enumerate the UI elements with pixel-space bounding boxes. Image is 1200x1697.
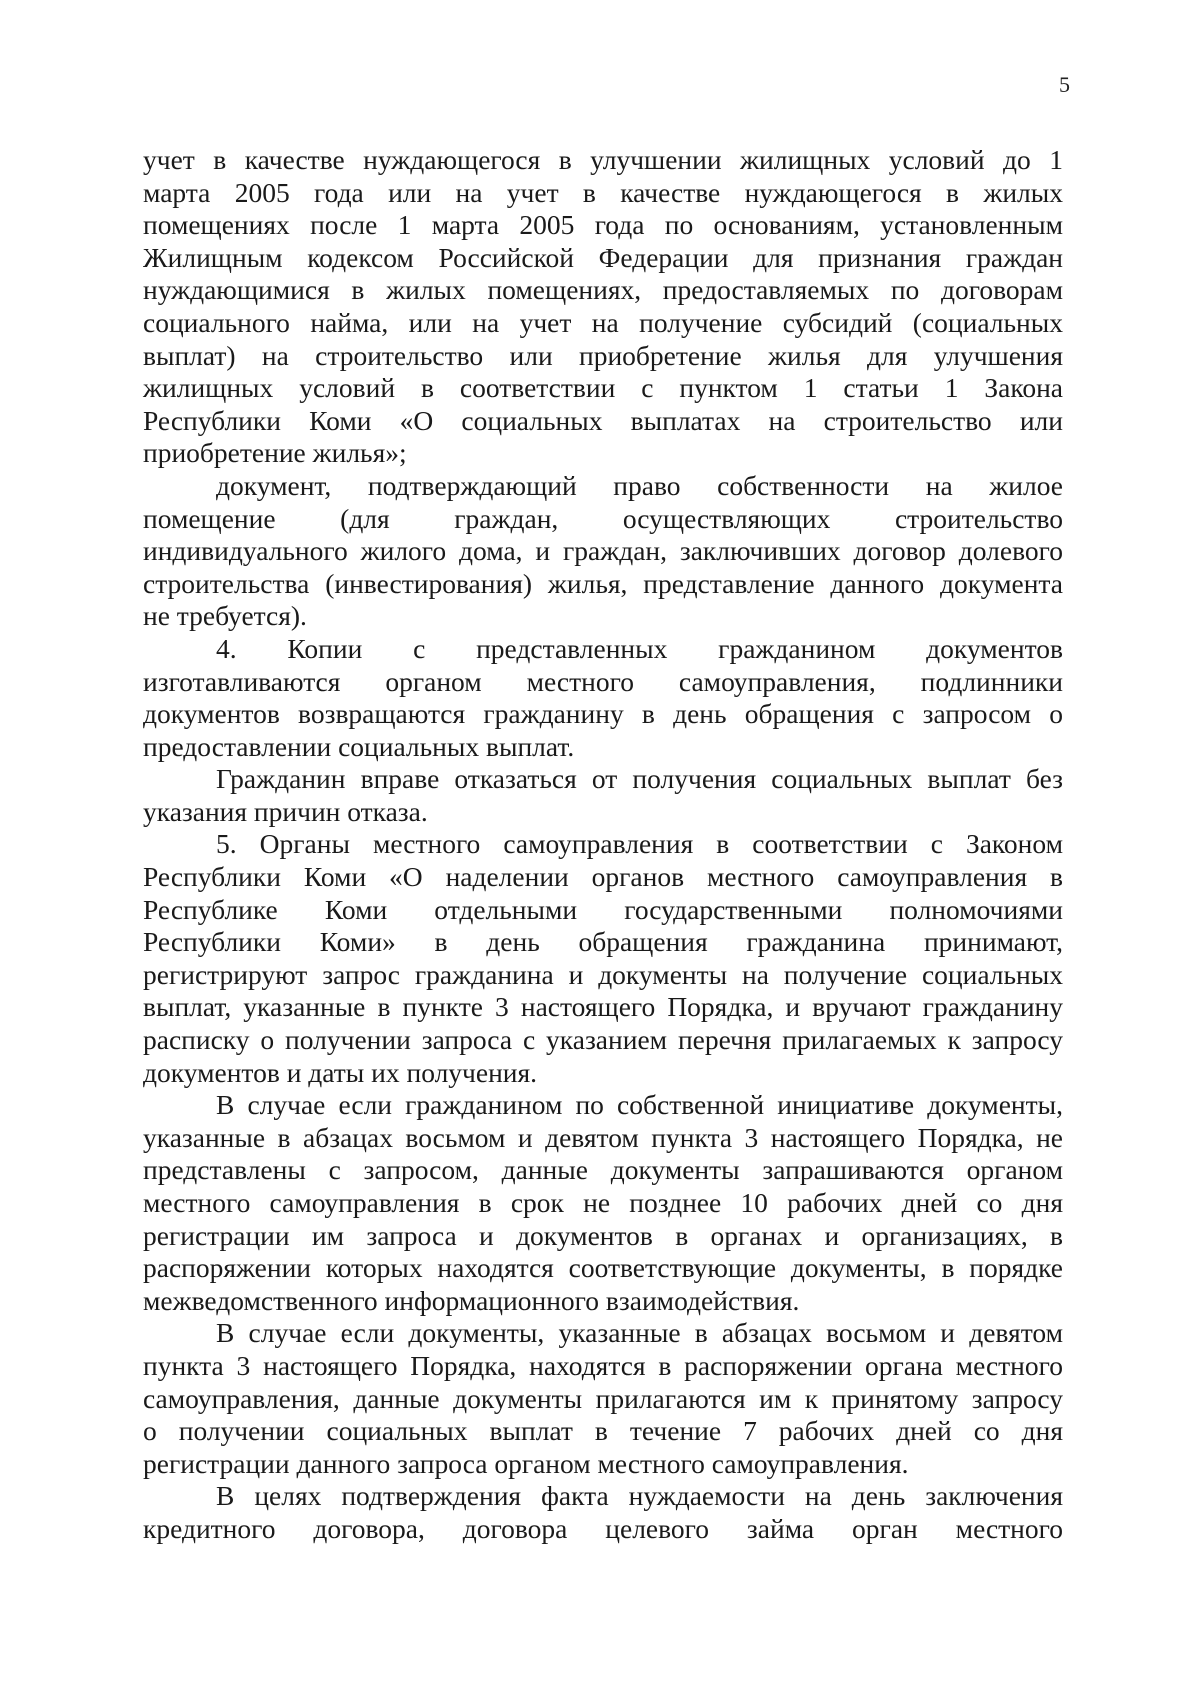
text-line: регистрируют запрос гражданина и документы на получение социальных — [143, 958, 1063, 990]
text-line: учет в качестве нуждающегося в улучшении жилищных условий до 1 — [143, 144, 1063, 175]
text-line: строительства (инвестирования) жилья, представление данного документа — [143, 567, 1063, 599]
text-line: выплат) на строительство или приобретение жилья для улучшения — [143, 339, 1063, 371]
text-line: регистрации им запроса и документов в органах и организациях, в — [143, 1219, 1063, 1251]
text-line: пункта 3 настоящего Порядка, находятся в распоряжении органа местного — [143, 1349, 1063, 1381]
page-number: 5 — [1059, 72, 1070, 97]
text-line: В случае если документы, указанные в абзацах восьмом и девятом — [216, 1317, 1063, 1349]
text-line: помещениях после 1 марта 2005 года по основаниям, установленным — [143, 209, 1063, 241]
text-line: местного самоуправления в срок не позднее 10 рабочих дней со дня — [143, 1187, 1063, 1218]
text-line: не требуется). — [143, 600, 307, 632]
text-line: 4. Копии с представленных гражданином документов — [216, 632, 1063, 664]
text-line: кредитного договора, договора целевого займа орган местного — [143, 1512, 1063, 1544]
text-line: указания причин отказа. — [143, 795, 428, 827]
text-line: нуждающимися в жилых помещениях, предоставляемых по договорам — [143, 274, 1063, 306]
text-line: указанные в абзацах восьмом и девятом пункта 3 настоящего Порядка, не — [143, 1121, 1063, 1153]
text-line: социального найма, или на учет на получение субсидий (социальных — [143, 306, 1063, 338]
text-line: помещение (для граждан, осуществляющих строительство — [143, 502, 1063, 534]
text-line: представлены с запросом, данные документы запрашиваются органом — [143, 1154, 1063, 1186]
text-line: Гражданин вправе отказаться от получения социальных выплат без — [216, 763, 1063, 795]
text-line: 5. Органы местного самоуправления в соответствии с Законом — [216, 828, 1063, 860]
text-line: Республики Коми «О наделении органов местного самоуправления в — [143, 861, 1063, 893]
text-line: Республики Коми «О социальных выплатах на строительство или — [143, 404, 1063, 436]
text-line: документов возвращаются гражданину в день обращения с запросом о — [143, 698, 1063, 730]
text-line: регистрации данного запроса органом местного самоуправления. — [143, 1447, 909, 1479]
text-line: Республике Коми отдельными государственными полномочиями — [143, 893, 1063, 925]
text-line: документов и даты их получения. — [143, 1056, 538, 1088]
text-line: В целях подтверждения факта нуждаемости на день заключения — [216, 1480, 1063, 1512]
text-line: расписку о получении запроса с указанием перечня прилагаемых к запросу — [143, 1024, 1063, 1056]
text-line: самоуправления, данные документы прилагаются им к принятому запросу — [143, 1382, 1063, 1414]
text-line: предоставлении социальных выплат. — [143, 730, 575, 762]
text-line: распоряжении которых находятся соответствующие документы, в порядке — [143, 1252, 1063, 1284]
text-line: Республики Коми» в день обращения гражданина принимают, — [143, 926, 1063, 958]
text-line: межведомственного информационного взаимодействия. — [143, 1284, 800, 1316]
text-line: жилищных условий в соответствии с пунктом 1 статьи 1 Закона — [143, 372, 1063, 404]
text-line: о получении социальных выплат в течение 7 рабочих дней со дня — [143, 1415, 1063, 1447]
document-body — [143, 144, 1063, 1546]
text-line: изготавливаются органом местного самоуправления, подлинники — [143, 665, 1063, 697]
text-line: выплат, указанные в пункте 3 настоящего Порядка, и вручают гражданину — [143, 991, 1063, 1023]
text-line: В случае если гражданином по собственной инициативе документы, — [216, 1089, 1063, 1121]
text-line: индивидуального жилого дома, и граждан, заключивших договор долевого — [143, 535, 1063, 567]
text-line: марта 2005 года или на учет в качестве нуждающегося в жилых — [143, 176, 1063, 208]
text-line: приобретение жилья»; — [143, 437, 407, 469]
text-line: Жилищным кодексом Российской Федерации для признания граждан — [143, 241, 1063, 273]
text-line: документ, подтверждающий право собственности на жилое — [216, 469, 1063, 501]
